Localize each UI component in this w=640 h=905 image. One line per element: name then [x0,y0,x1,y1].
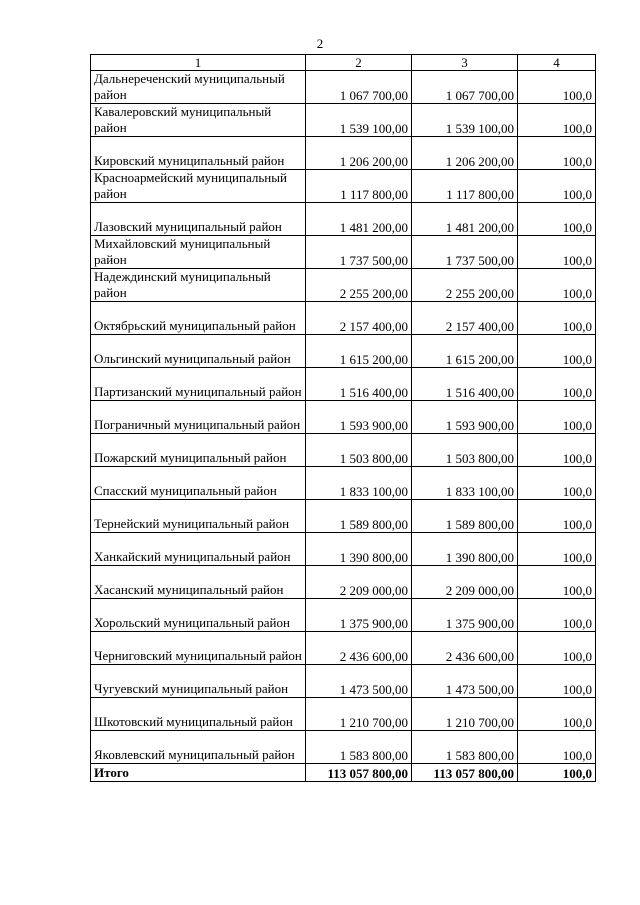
percent-value: 100,0 [518,302,596,335]
percent-value: 100,0 [518,731,596,764]
table-row [91,401,596,434]
percent-value: 100,0 [518,434,596,467]
fact-amount: 1 390 800,00 [412,533,518,566]
table-row [91,236,596,269]
fact-amount: 1 375 900,00 [412,599,518,632]
plan-amount: 1 390 800,00 [306,533,412,566]
table-body [91,71,596,764]
district-name: Красноармейский муниципальный район [91,170,306,203]
plan-amount: 1 067 700,00 [306,71,412,104]
district-name: Партизанский муниципальный район [91,368,306,401]
column-header: 2 [306,55,412,71]
plan-amount: 1 503 800,00 [306,434,412,467]
column-header: 1 [91,55,306,71]
plan-amount: 2 436 600,00 [306,632,412,665]
plan-amount: 1 615 200,00 [306,335,412,368]
percent-value: 100,0 [518,401,596,434]
district-name: Хасанский муниципальный район [91,566,306,599]
district-name: Черниговский муниципальный район [91,632,306,665]
table-row [91,566,596,599]
total-fact: 113 057 800,00 [412,764,518,782]
fact-amount: 1 583 800,00 [412,731,518,764]
district-name: Надеждинский муниципальный район [91,269,306,302]
table-row [91,302,596,335]
percent-value: 100,0 [518,467,596,500]
table-row [91,104,596,137]
percent-value: 100,0 [518,335,596,368]
column-header: 4 [518,55,596,71]
table-row [91,434,596,467]
percent-value: 100,0 [518,533,596,566]
table-row [91,467,596,500]
total-row [91,764,596,782]
plan-amount: 1 206 200,00 [306,137,412,170]
table-row [91,335,596,368]
fact-amount: 1 481 200,00 [412,203,518,236]
column-header-row [91,55,596,71]
district-name: Пограничный муниципальный район [91,401,306,434]
plan-amount: 2 157 400,00 [306,302,412,335]
fact-amount: 1 067 700,00 [412,71,518,104]
fact-amount: 1 210 700,00 [412,698,518,731]
district-name: Кировский муниципальный район [91,137,306,170]
district-name: Пожарский муниципальный район [91,434,306,467]
fact-amount: 2 209 000,00 [412,566,518,599]
district-name: Ольгинский муниципальный район [91,335,306,368]
fact-amount: 1 539 100,00 [412,104,518,137]
percent-value: 100,0 [518,500,596,533]
district-name: Дальнереченский муниципальный район [91,71,306,104]
percent-value: 100,0 [518,269,596,302]
fact-amount: 1 206 200,00 [412,137,518,170]
fact-amount: 1 503 800,00 [412,434,518,467]
district-name: Яковлевский муниципальный район [91,731,306,764]
table-row [91,368,596,401]
fact-amount: 2 255 200,00 [412,269,518,302]
plan-amount: 1 473 500,00 [306,665,412,698]
total-label: Итого [91,764,306,782]
fact-amount: 1 593 900,00 [412,401,518,434]
fact-amount: 2 157 400,00 [412,302,518,335]
plan-amount: 1 833 100,00 [306,467,412,500]
percent-value: 100,0 [518,698,596,731]
percent-value: 100,0 [518,71,596,104]
plan-amount: 2 255 200,00 [306,269,412,302]
district-name: Кавалеровский муниципальный район [91,104,306,137]
page-number: 2 [316,36,324,51]
plan-amount: 2 209 000,00 [306,566,412,599]
table-row [91,203,596,236]
total-percent: 100,0 [518,764,596,782]
fact-amount: 1 117 800,00 [412,170,518,203]
fact-amount: 1 589 800,00 [412,500,518,533]
column-header: 3 [412,55,518,71]
plan-amount: 1 375 900,00 [306,599,412,632]
plan-amount: 1 583 800,00 [306,731,412,764]
percent-value: 100,0 [518,137,596,170]
plan-amount: 1 481 200,00 [306,203,412,236]
plan-amount: 1 589 800,00 [306,500,412,533]
plan-amount: 1 117 800,00 [306,170,412,203]
table-row [91,665,596,698]
percent-value: 100,0 [518,170,596,203]
district-name: Тернейский муниципальный район [91,500,306,533]
table-row [91,500,596,533]
plan-amount: 1 210 700,00 [306,698,412,731]
table-row [91,698,596,731]
table-row [91,533,596,566]
plan-amount: 1 539 100,00 [306,104,412,137]
fact-amount: 1 615 200,00 [412,335,518,368]
table-row [91,599,596,632]
table-row [91,731,596,764]
table-row [91,170,596,203]
district-name: Ханкайский муниципальный район [91,533,306,566]
percent-value: 100,0 [518,566,596,599]
table-row [91,269,596,302]
percent-value: 100,0 [518,236,596,269]
percent-value: 100,0 [518,104,596,137]
fact-amount: 1 737 500,00 [412,236,518,269]
fact-amount: 1 833 100,00 [412,467,518,500]
percent-value: 100,0 [518,368,596,401]
plan-amount: 1 593 900,00 [306,401,412,434]
percent-value: 100,0 [518,599,596,632]
plan-amount: 1 516 400,00 [306,368,412,401]
percent-value: 100,0 [518,665,596,698]
fact-amount: 1 473 500,00 [412,665,518,698]
plan-amount: 1 737 500,00 [306,236,412,269]
fact-amount: 2 436 600,00 [412,632,518,665]
percent-value: 100,0 [518,203,596,236]
district-name: Лазовский муниципальный район [91,203,306,236]
district-name: Шкотовский муниципальный район [91,698,306,731]
percent-value: 100,0 [518,632,596,665]
district-name: Спасский муниципальный район [91,467,306,500]
table-row [91,71,596,104]
fact-amount: 1 516 400,00 [412,368,518,401]
district-name: Хорольский муниципальный район [91,599,306,632]
district-name: Октябрьский муниципальный район [91,302,306,335]
total-plan: 113 057 800,00 [306,764,412,782]
district-name: Михайловский муниципальный район [91,236,306,269]
budget-table [90,54,596,782]
table-row [91,632,596,665]
district-name: Чугуевский муниципальный район [91,665,306,698]
table-row [91,137,596,170]
